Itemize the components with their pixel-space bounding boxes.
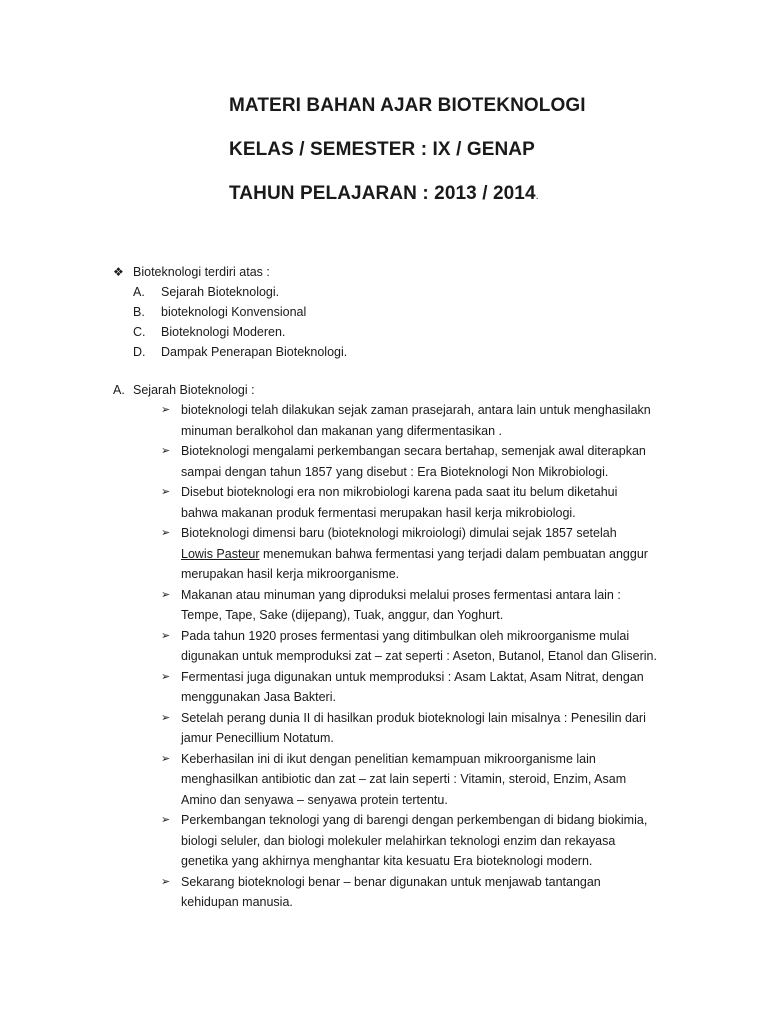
outline-item: [133, 342, 347, 362]
outline-list: [113, 282, 347, 362]
bullet-line: menghasilkan antibiotic dan zat – zat lain seperti : Vitamin, steroid, Enzim, Asam: [181, 772, 627, 786]
outline-item: [133, 302, 347, 322]
arrow-bullet-icon: ➢: [161, 711, 171, 724]
person-name: Lowis Pasteur: [181, 546, 260, 561]
arrow-bullet-icon: ➢: [161, 629, 171, 642]
arrow-bullet-icon: ➢: [161, 527, 171, 539]
outline-item-text: bioteknologi Konvensional: [161, 305, 307, 319]
section-title-text: Sejarah Bioteknologi :: [133, 383, 255, 397]
section-letter: A.: [113, 383, 125, 397]
bullet-line: genetika yang akhirnya menghantar kita kesuatu Era bioteknologi modern.: [181, 854, 593, 868]
bullet-line: Keberhasilan ini di ikut dengan penelitian kemampuan mikroorganisme lain: [181, 751, 596, 766]
arrow-bullet-icon: ➢: [161, 875, 171, 888]
arrow-bullet-icon: ➢: [161, 588, 171, 601]
bullet-item: [161, 872, 673, 913]
bullet-item: [161, 400, 673, 441]
bullet-line: Setelah perang dunia II di hasilkan produk bioteknologi lain misalnya : Penesilin dari: [181, 710, 646, 725]
bullet-line: Lowis Pasteur menemukan bahwa fermentasi yang terjadi dalam pembuatan anggur: [181, 546, 648, 561]
document-header: [229, 94, 586, 228]
arrow-bullet-icon: ➢: [161, 445, 171, 457]
bullet-line: biologi seluler, dan biologi molekuler melahirkan teknologi enzim dan rekayasa: [181, 833, 616, 848]
outline-item-text: Bioteknologi Moderen.: [161, 325, 286, 339]
bullet-line: minuman beralkohol dan makanan yang difermentasikan .: [181, 423, 503, 438]
outline-title-text: Bioteknologi terdiri atas :: [133, 265, 270, 279]
bullet-line: bahwa makanan produk fermentasi merupakan hasil kerja mikrobiologi.: [181, 505, 576, 520]
bullet-item: [161, 810, 673, 872]
bullet-line: digunakan untuk memproduksi zat – zat seperti : Aseton, Butanol, Etanol dan Gliserin.: [181, 649, 657, 663]
bullet-line: sampai dengan tahun 1857 yang disebut : Era Bioteknologi Non Mikrobiologi.: [181, 464, 609, 479]
bullet-line: kehidupan manusia.: [181, 895, 293, 909]
arrow-bullet-icon: ➢: [161, 752, 171, 765]
bullet-line: Makanan atau minuman yang diproduksi melalui proses fermentasi antara lain :: [181, 587, 621, 602]
arrow-bullet-icon: ➢: [161, 486, 171, 498]
bullet-line: Perkembangan teknologi yang di barengi dengan perkembengan di bidang biokimia,: [181, 813, 648, 827]
bullet-line: bioteknologi telah dilakukan sejak zaman prasejarah, antara lain untuk menghasilakn: [181, 403, 651, 417]
bullet-line: Amino dan senyawa – senyawa protein tertentu.: [181, 792, 448, 807]
outline-item-letter: C.: [133, 325, 146, 339]
arrow-bullet-icon: ➢: [161, 670, 171, 683]
diamond-bullet-icon: ❖: [113, 265, 124, 279]
arrow-bullet-icon: ➢: [161, 404, 171, 416]
bullet-line: Sekarang bioteknologi benar – benar digunakan untuk menjawab tantangan: [181, 874, 601, 889]
topic-outline: [113, 262, 347, 362]
history-bullet-list: [113, 400, 673, 913]
document-title: MATERI BAHAN AJAR BIOTEKNOLOGI: [229, 95, 586, 116]
section-title: [113, 380, 673, 400]
bullet-line: Disebut bioteknologi era non mikrobiologi karena pada saat itu belum diketahui: [181, 485, 618, 499]
academic-year-dot: .: [535, 190, 539, 202]
bullet-line: Bioteknologi mengalami perkembangan secara bertahap, semenjak awal diterapkan: [181, 444, 646, 458]
bullet-line: Bioteknologi dimensi baru (bioteknologi mikroiologi) dimulai sejak 1857 setelah: [181, 526, 617, 540]
outline-item: [133, 282, 347, 302]
bullet-item: [161, 749, 673, 811]
academic-year-text: TAHUN PELAJARAN : 2013 / 2014: [229, 183, 536, 204]
bullet-line: Fermentasi juga digunakan untuk memproduksi : Asam Laktat, Asam Nitrat, dengan: [181, 669, 644, 684]
outline-item-letter: D.: [133, 345, 146, 359]
outline-title: [113, 262, 347, 282]
bullet-item: [161, 667, 673, 708]
section-history: [113, 380, 673, 913]
bullet-item: [161, 708, 673, 749]
academic-year: [229, 182, 586, 208]
outline-item: [133, 322, 347, 342]
class-semester: KELAS / SEMESTER : IX / GENAP: [229, 139, 535, 160]
bullet-item: [161, 585, 673, 626]
bullet-line: jamur Penecillium Notatum.: [181, 731, 334, 745]
bullet-line: menggunakan Jasa Bakteri.: [181, 690, 336, 704]
outline-item-text: Dampak Penerapan Bioteknologi.: [161, 345, 348, 359]
bullet-line: Pada tahun 1920 proses fermentasi yang ditimbulkan oleh mikroorganisme mulai: [181, 628, 630, 643]
outline-item-letter: B.: [133, 305, 145, 319]
bullet-item: [161, 482, 673, 523]
outline-item-letter: A.: [133, 285, 145, 299]
bullet-item: [161, 626, 673, 667]
bullet-line: Tempe, Tape, Sake (dijepang), Tuak, anggur, dan Yoghurt.: [181, 608, 504, 622]
bullet-item: [161, 441, 673, 482]
bullet-item: [161, 523, 673, 585]
bullet-line: merupakan hasil kerja mikroorganisme.: [181, 567, 400, 581]
arrow-bullet-icon: ➢: [161, 814, 171, 826]
outline-item-text: Sejarah Bioteknologi.: [161, 285, 280, 299]
